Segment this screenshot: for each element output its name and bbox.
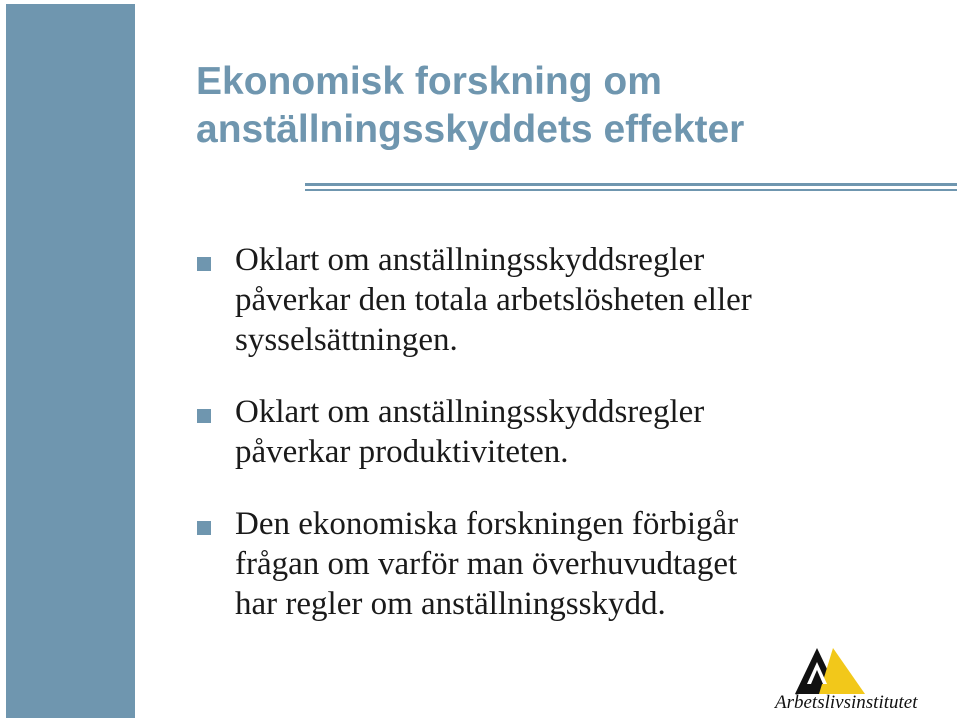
slide-title — [196, 58, 936, 154]
logo-wordmark: Arbetslivsinstitutet — [775, 692, 918, 713]
title-divider-upper — [305, 183, 957, 186]
triangle-logo-icon — [795, 648, 865, 694]
arbetslivsinstitutet-logo — [775, 648, 945, 716]
bullet-line: Den ekonomiska forskningen förbigår — [235, 506, 739, 542]
bullet-text — [235, 392, 935, 472]
left-accent-bar — [6, 4, 135, 718]
title-divider-lower — [305, 189, 957, 191]
square-bullet-icon — [197, 521, 211, 535]
square-bullet-icon — [197, 409, 211, 423]
bullet-line: Oklart om anställningsskyddsregler — [235, 242, 705, 278]
bullet-line: påverkar produktiviteten. — [235, 434, 569, 470]
bullet-item-3 — [195, 504, 935, 624]
title-line-1: Ekonomisk forskning om — [196, 60, 662, 103]
square-bullet-icon — [197, 257, 211, 271]
bullet-line: påverkar den totala arbetslösheten eller — [235, 282, 752, 318]
bullet-item-1 — [195, 240, 935, 360]
bullet-text — [235, 240, 935, 360]
bullet-text — [235, 504, 935, 624]
bullet-list — [195, 240, 935, 624]
bullet-line: sysselsättningen. — [235, 322, 458, 358]
bullet-line: Oklart om anställningsskyddsregler — [235, 394, 705, 430]
bullet-item-2 — [195, 392, 935, 472]
title-line-2: anställningsskyddets effekter — [196, 108, 745, 151]
bullet-line: frågan om varför man överhuvudtaget — [235, 546, 738, 582]
bullet-line: har regler om anställningsskydd. — [235, 586, 666, 622]
